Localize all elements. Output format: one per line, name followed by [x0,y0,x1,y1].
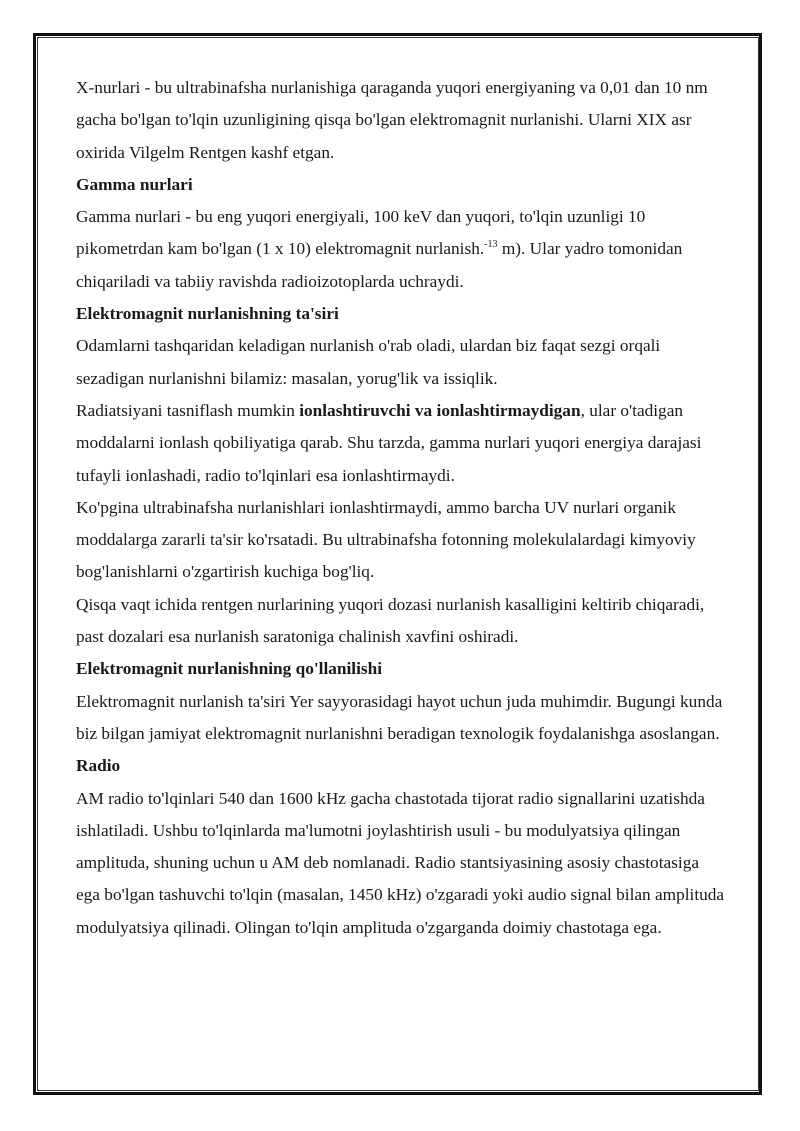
heading-radio: Radio [76,756,121,776]
paragraph-x-rays: X-nurlari - bu ultrabinafsha nurlanishiga qaraganda yuqori energiyaning va 0,01 dan 10 nm gacha bo'lgan to'lqin uzunligining qisqa bo'lgan elektromagnit nurlanishi. Ularni XIX asr oxirida Vilgelm Rentgen kashf etgan. [76,78,708,162]
paragraph-classification-after: , ular o'tadigan moddalarni ionlash qobiliyatiga qarab. Shu tarzda, gamma nurlari yuqori energiya darajasi tufayli ionlashadi, radio to'lqinlari esa ionlashtirmaydi. [76,400,702,485]
paragraph-surrounding-radiation: Odamlarni tashqaridan keladigan nurlanish o'rab oladi, ulardan biz faqat sezgi orqali sezadigan nurlanishni bilamiz: masalan, yorug'lik va issiqlik. [76,336,661,388]
heading-em-effects: Elektromagnit nurlanishning ta'siri [76,304,339,324]
paragraph-gamma-text-after: m). Ular yadro tomonidan chiqariladi va tabiiy ravishda radioizotoplarda uchraydi. [76,239,683,291]
paragraph-gamma-rays [76,201,726,298]
paragraph-uv-radiation: Ko'pgina ultrabinafsha nurlanishlari ionlashtirmaydi, ammo barcha UV nurlari organik moddalarga zararli ta'sir ko'rsatadi. Bu ultrabinafsha fotonning molekulalardagi kimyoviy bog'lanishlarni o'zgartirish kuchiga bog'liq. [76,497,696,582]
paragraph-classification [76,395,726,492]
bold-ionizing-term: ionlashtiruvchi va ionlashtirmaydigan [299,400,581,420]
paragraph-gamma-text-before: Gamma nurlari - bu eng yuqori energiyali, 100 keV dan yuqori, to'lqin uzunligi 10 pikometrdan kam bo'lgan (1 x 10) elektromagnit nurlanish. [76,207,646,259]
heading-gamma-rays: Gamma nurlari [76,174,193,194]
paragraph-xray-dose: Qisqa vaqt ichida rentgen nurlarining yuqori dozasi nurlanish kasalligini keltirib chiqaradi, past dozalari esa nurlanish saratoniga chalinish xavfini oshiradi. [76,594,705,647]
paragraph-am-radio: AM radio to'lqinlari 540 dan 1600 kHz gacha chastotada tijorat radio signallarini uzatishda ishlatiladi. Ushbu to'lqinlarda ma'lumotni joylashtirish usuli - bu modulyatsiya qilingan amplituda, shuning uchun u AM deb nomlanadi. Radio stantsiyasining asosiy chastotasiga ega bo'lgan tashuvchi to'lqin (masalan, 1450 kHz) o'zgaradi yoki audio signal bilan amplituda modulyatsiya qilinadi. Olingan to'lqin amplituda o'zgarganda doimiy chastotaga ega. [76,788,725,937]
document-body [76,72,726,944]
paragraph-classification-before: Radiatsiyani tasniflash mumkin [76,400,300,420]
superscript-exponent: -13 [484,239,498,251]
heading-em-applications: Elektromagnit nurlanishning qo'llanilishi [76,659,383,679]
paragraph-em-importance: Elektromagnit nurlanish ta'siri Yer sayyorasidagi hayot uchun juda muhimdir. Bugungi kunda biz bilgan jamiyat elektromagnit nurlanishni beradigan texnologik foydalanishga asoslangan. [76,691,723,743]
